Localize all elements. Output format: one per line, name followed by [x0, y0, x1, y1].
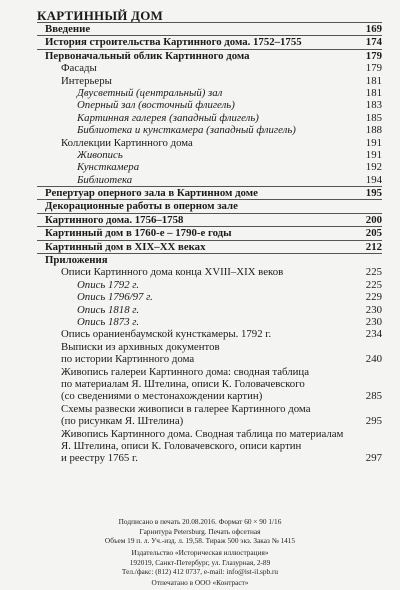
- toc-entry: [37, 403, 382, 415]
- table-of-contents: [37, 22, 382, 465]
- toc-entry: [37, 240, 382, 253]
- imprint-block: [0, 517, 400, 546]
- toc-entry-page: 179: [365, 49, 382, 62]
- toc-entry: [37, 253, 382, 266]
- imprint-line: Тел./факс: (812) 412 0737, e-mail: info@ist-il.spb.ru: [121, 567, 279, 577]
- publisher-block: [0, 548, 400, 577]
- toc-entry: [37, 440, 382, 452]
- toc-entry: [37, 62, 382, 74]
- toc-entry-title: История строительства Картинного дома. 1752–1755: [45, 36, 302, 49]
- imprint-line: 192019, Санкт-Петербург, ул. Глазурная, 2-89: [129, 557, 271, 567]
- toc-entry: [37, 452, 382, 464]
- toc-entry: [37, 99, 382, 111]
- toc-entry-title: Картинного дома. 1756–1758: [45, 213, 184, 226]
- toc-entry: [37, 174, 382, 186]
- toc-entry: [37, 161, 382, 173]
- toc-entry-page: 181: [365, 74, 382, 87]
- toc-entry: [37, 22, 382, 35]
- toc-entry-page: 297: [365, 452, 382, 465]
- toc-entry-title: Библиотека и кунсткамера (западный флигель): [77, 124, 296, 137]
- toc-entry: [37, 341, 382, 353]
- toc-entry: [37, 366, 382, 378]
- toc-entry: [37, 279, 382, 291]
- toc-entry-title: Интерьеры: [61, 74, 112, 87]
- toc-entry-title: Картинная галерея (западный флигель): [77, 111, 259, 124]
- imprint-line: Издательство «Историческая иллюстрация»: [131, 548, 269, 557]
- toc-entry: [37, 137, 382, 149]
- toc-entry-title: Коллекции Картинного дома: [61, 136, 193, 149]
- toc-entry: [37, 124, 382, 136]
- toc-entry-title: Выписки из архивных документов: [61, 340, 220, 353]
- toc-entry-title: и реестру 1765 г.: [61, 452, 138, 465]
- toc-entry: [37, 316, 382, 328]
- toc-entry-page: 234: [365, 328, 382, 341]
- toc-entry-title: Картинный дом в XIX–XX веках: [45, 240, 206, 253]
- toc-entry-page: 191: [365, 136, 382, 149]
- toc-entry-page: 240: [365, 353, 382, 366]
- toc-entry-page: 212: [365, 240, 382, 253]
- toc-entry-page: 191: [365, 148, 382, 161]
- toc-entry-page: 181: [365, 86, 382, 99]
- toc-entry-title: Опись ораниенбаумской кунсткамеры. 1792 г.: [61, 328, 272, 341]
- toc-entry-page: 229: [365, 291, 382, 304]
- toc-entry-title: Приложения: [45, 254, 108, 267]
- toc-entry: [37, 149, 382, 161]
- toc-entry-page: 192: [365, 161, 382, 174]
- toc-entry-page: 188: [365, 124, 382, 137]
- toc-entry-title: Опись 1792 г.: [77, 278, 140, 291]
- toc-entry: [37, 226, 382, 239]
- toc-entry-title: Живопись Картинного дома. Сводная таблица по материалам: [61, 427, 344, 440]
- toc-entry: [37, 266, 382, 278]
- toc-entry-page: 295: [365, 415, 382, 428]
- toc-entry: [37, 304, 382, 316]
- toc-entry: [37, 75, 382, 87]
- toc-entry-page: 169: [365, 23, 382, 35]
- toc-entry: [37, 35, 382, 48]
- toc-entry-title: Описи Картинного дома конца XVIII–XIX веков: [61, 266, 284, 279]
- toc-entry: [37, 49, 382, 62]
- toc-entry: [37, 415, 382, 427]
- toc-entry-title: Схемы развески живописи в галерее Картинного дома: [61, 402, 311, 415]
- toc-entry-page: 225: [365, 278, 382, 291]
- toc-entry-page: 195: [365, 187, 382, 200]
- toc-entry-page: 205: [365, 227, 382, 240]
- toc-entry-title: (по рисункам Я. Штелина): [61, 415, 184, 428]
- toc-entry-title: Фасады: [61, 62, 97, 75]
- toc-entry-title: по материалам Я. Штелина, описи К. Головачевского: [61, 377, 305, 390]
- toc-entry-title: Я. Штелина, описи К. Головачевского, описи картин: [61, 439, 302, 452]
- toc-entry: [37, 213, 382, 226]
- imprint-line: Объем 19 п. л. Уч.-изд. л. 19,58. Тираж 500 экз. Заказ № 1415: [104, 536, 296, 546]
- toc-entry-title: Библиотека: [77, 173, 133, 186]
- printer-block: [0, 578, 400, 588]
- toc-entry-title: Декорационные работы в оперном зале: [45, 200, 238, 213]
- toc-entry-title: Кунсткамера: [77, 161, 140, 174]
- toc-entry-page: 179: [365, 62, 382, 75]
- toc-entry-title: Первоначальный облик Картинного дома: [45, 49, 250, 62]
- toc-entry-title: Двусветный (центральный) зал: [77, 86, 223, 99]
- toc-entry-page: 230: [365, 315, 382, 328]
- toc-entry: [37, 428, 382, 440]
- toc-entry-page: 183: [365, 99, 382, 112]
- toc-entry-title: Введение: [45, 23, 91, 35]
- section-heading: КАРТИННЫЙ ДОМ: [37, 8, 163, 23]
- toc-entry-page: 194: [365, 173, 382, 186]
- toc-entry: [37, 353, 382, 365]
- toc-entry-title: по истории Картинного дома: [61, 353, 195, 366]
- toc-entry: [37, 87, 382, 99]
- toc-entry: [37, 199, 382, 212]
- toc-entry-page: 230: [365, 303, 382, 316]
- toc-entry-title: Опись 1818 г.: [77, 303, 140, 316]
- toc-entry-page: 174: [365, 36, 382, 49]
- imprint-line: Гарнитура Petersburg. Печать офсетная: [139, 526, 261, 536]
- toc-entry-title: Опись 1796/97 г.: [77, 291, 153, 304]
- toc-entry-page: 200: [365, 213, 382, 226]
- toc-entry: [37, 390, 382, 402]
- toc-entry-page: 185: [365, 111, 382, 124]
- toc-entry-title: Живопись: [77, 148, 123, 161]
- toc-entry: [37, 112, 382, 124]
- imprint-line: Подписано в печать 20.08.2016. Формат 60 × 90 1/16: [118, 517, 282, 526]
- toc-entry: [37, 186, 382, 199]
- toc-entry: [37, 291, 382, 303]
- toc-entry-title: (со сведениями о местонахождении картин): [61, 390, 263, 403]
- toc-entry-title: Репертуар оперного зала в Картинном доме: [45, 187, 258, 200]
- toc-entry-title: Оперный зал (восточный флигель): [77, 99, 235, 112]
- toc-entry-page: 285: [365, 390, 382, 403]
- toc-entry-title: Картинный дом в 1760-е – 1790-е годы: [45, 227, 232, 240]
- toc-entry-title: Опись 1873 г.: [77, 315, 140, 328]
- toc-entry-title: Живопись галереи Картинного дома: сводная таблица: [61, 365, 309, 378]
- toc-entry: [37, 328, 382, 340]
- toc-entry: [37, 378, 382, 390]
- toc-entry-page: 225: [365, 266, 382, 279]
- imprint-line: Отпечатано в ООО «Контраст»: [151, 578, 249, 587]
